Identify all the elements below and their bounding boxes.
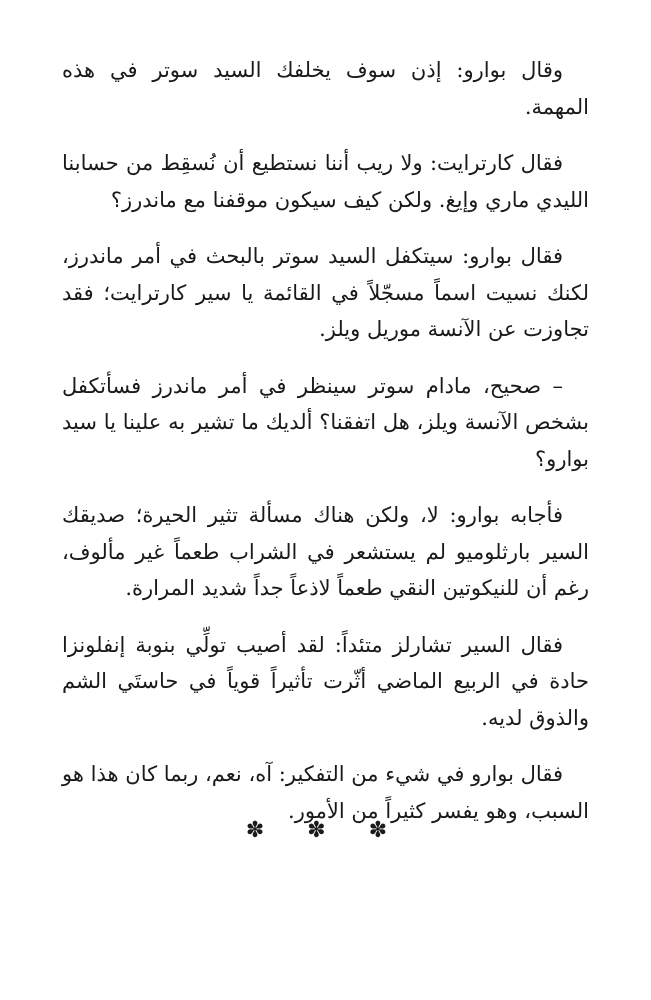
paragraph-6: فقال السير تشارلز متئداً: لقد أصيب تولِّي بنوبة إنفلونزا حادة في الربيع الماضي أثّرت تأثيراً قوياً في حاستَي الشم والذوق لديه. xyxy=(62,632,589,730)
paragraph-1: وقال بوارو: إذن سوف يخلفك السيد سوتر في هذه المهمة. xyxy=(62,58,589,119)
paragraph-2: فقال كارترايت: ولا ريب أننا نستطيع أن نُسقِط من حسابنا الليدي ماري وإيغ. ولكن كيف سيكون موقفنا مع ماندرز؟ xyxy=(62,151,589,212)
section-separator: ✽ ✽ ✽ xyxy=(245,818,406,843)
paragraph-7: فقال بوارو في شيء من التفكير: آه، نعم، ربما كان هذا هو السبب، وهو يفسر كثيراً من الأمور. xyxy=(62,762,589,823)
text-body xyxy=(62,52,589,849)
paragraph-4: – صحيح، مادام سوتر سينظر في أمر ماندرز فسأتكفل بشخص الآنسة ويلز، هل اتفقنا؟ ألديك ما تشير به علينا يا سيد بوارو؟ xyxy=(62,373,589,471)
paragraph-3: فقال بوارو: سيتكفل السيد سوتر بالبحث في أمر ماندرز، لكنك نسيت اسماً مسجّلاً في القائمة يا سير كارترايت؛ فقد تجاوزت عن الآنسة موريل ويلز. xyxy=(62,244,589,341)
paragraph-5: فأجابه بوارو: لا، ولكن هناك مسألة تثير الحيرة؛ صديقك السير بارثلوميو لم يستشعر في الشراب طعماً غير مألوف، رغم أن للنيكوتين النقي طعماً لاذعاً جداً شديد المرارة. xyxy=(62,503,589,600)
